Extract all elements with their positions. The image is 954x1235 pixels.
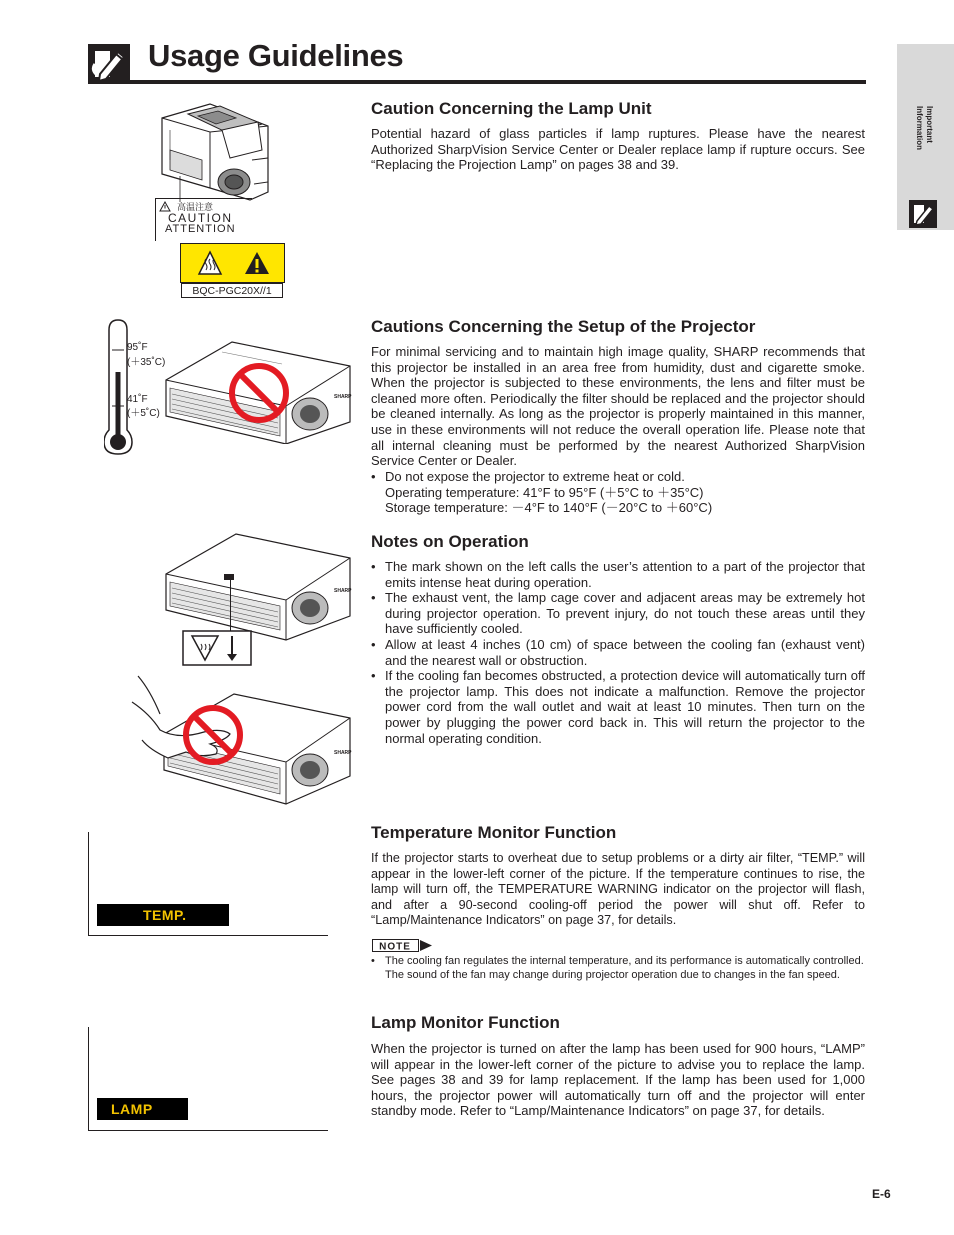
page-number: E-6 [872,1187,891,1201]
section-body-lamp-monitor: When the projector is turned on after the lamp has been used for 900 hours, “LAMP” will appear in the lower-left corner of the picture to advise you to replace the lamp. See pages 38 and 39 for lamp replacement. If the lamp has been used for 1,000 hours, the projector power will automatically turn off and the projector will enter standby mode. Refer to “Lamp/Maintenance Indicators” on page 37, for details. [371,1041,865,1119]
caution-label-attention: ATTENTION [165,223,236,235]
setup-storage-temp: Storage temperature: －4°F to 140°F (－20°C to ＋60°C) [385,500,713,516]
side-tab[interactable] [897,44,954,230]
caution-label-yellow-panel [180,243,285,283]
callout-line [230,580,231,632]
thermometer-low-c: (＋5˚C) [127,408,160,419]
projector-brand-setup: SHARP [334,394,352,400]
thermometer-low-f: 41˚F [127,394,148,405]
heat-caution-mark-icon [182,630,252,666]
section-body-lamp-unit: Potential hazard of glass particles if lamp ruptures. Please have the nearest Authorized SharpVision Service Center or Dealer replace lamp if rupture occurs. See “Replacing the Projection Lamp” on pages 38 and 39. [371,126,865,173]
side-tab-line1: Important [925,106,934,143]
operation-bullet-3: • Allow at least 4 inches (10 cm) of space between the cooling fan (exhaust vent) and the nearest wall or obstruction. [371,637,865,668]
title-rule [88,80,866,84]
projector-brand-hand: SHARP [334,750,352,756]
osd-lamp-label: LAMP [97,1098,188,1120]
hot-surface-icon [197,250,223,276]
operation-bullet-4: • If the cooling fan becomes obstructed, a protection device will automatically turn off the projector lamp. This does not indicate a malfunction. Remove the projector power cord from the wall outlet and wait at least 10 minutes. Then turn on the power by plugging the power cord back in. This will return the projector to the normal operating condition. [371,668,865,746]
operation-bullet-1: • The mark shown on the left calls the user’s attention to a part of the projector that emits intense heat during operation. [371,559,865,590]
exclamation-warning-icon [243,250,271,276]
caution-label-jp: 高温注意 [177,202,214,212]
section-heading-lamp-unit: Caution Concerning the Lamp Unit [371,99,652,118]
note-pencil-icon [88,44,130,84]
caution-label-part-code: BQC-PGC20X//1 [181,283,283,298]
section-heading-setup: Cautions Concerning the Setup of the Projector [371,317,756,336]
section-body-setup: For minimal servicing and to maintain high image quality, SHARP recommends that this projector be installed in an area free from humidity, dust and cigarette smoke. When the projector is subjected to these environments, the lens and filter must be cleaned more often. Periodically the filter should be replaced and the projector should be cleaned internally. As long as the projector is properly maintained in this manner, use in these environments will not reduce the overall operation life. Please note that all internal cleaning must be performed by the nearest Authorized SharpVision Service Center or Dealer. [371,344,865,469]
section-heading-operation: Notes on Operation [371,532,529,551]
projector-illustration-heat-mark [162,530,352,642]
section-heading-temperature: Temperature Monitor Function [371,823,617,842]
setup-bullet: • Do not expose the projector to extreme heat or cold. [371,469,865,485]
page-title: Usage Guidelines [148,38,404,73]
osd-temp-label: TEMP. [97,904,229,926]
thermometer-high-f: 95˚F [127,342,148,353]
osd-screen-temp [88,832,328,936]
thermometer-high-c: (＋35˚C) [127,357,166,368]
temperature-note: • The cooling fan regulates the internal temperature, and its performance is automatically controlled. The sound of the fan may change during projector operation due to changes in the fan speed. [371,954,865,982]
section-heading-lamp-monitor: Lamp Monitor Function [371,1013,560,1032]
note-pencil-icon [909,200,937,228]
projector-brand-heat: SHARP [334,588,352,594]
osd-screen-lamp [88,1027,328,1131]
note-tag-label: NOTE [379,941,411,953]
prohibition-sign-icon [228,362,290,424]
thermometer-icon [104,318,134,456]
operation-bullet-list [371,559,865,746]
side-tab-line2: Information [915,106,924,150]
setup-bullet-block [371,469,865,516]
prohibition-sign-icon [182,704,244,766]
section-body-temperature: If the projector starts to overheat due to setup problems or a dirty air filter, “TEMP.” will appear in the lower-left corner of the picture. If the temperature continues to rise, the lamp will turn off, the TEMPERATURE WARNING indicator on the projector will flash, and after a 90-second cooling-off period the power will shut off. Refer to “Lamp/Maintenance Indicators” on page 37, for details. [371,851,865,928]
caution-label-caution: CAUTION [168,211,233,225]
operation-bullet-2: • The exhaust vent, the lamp cage cover and adjacent areas may be extremely hot during projector operation. To prevent injury, do not touch these areas until they have sufficiently cooled. [371,590,865,637]
note-tag-icon [372,938,434,953]
setup-op-temp: Operating temperature: 41°F to 95°F (＋5°C to ＋35°C) [385,484,704,500]
